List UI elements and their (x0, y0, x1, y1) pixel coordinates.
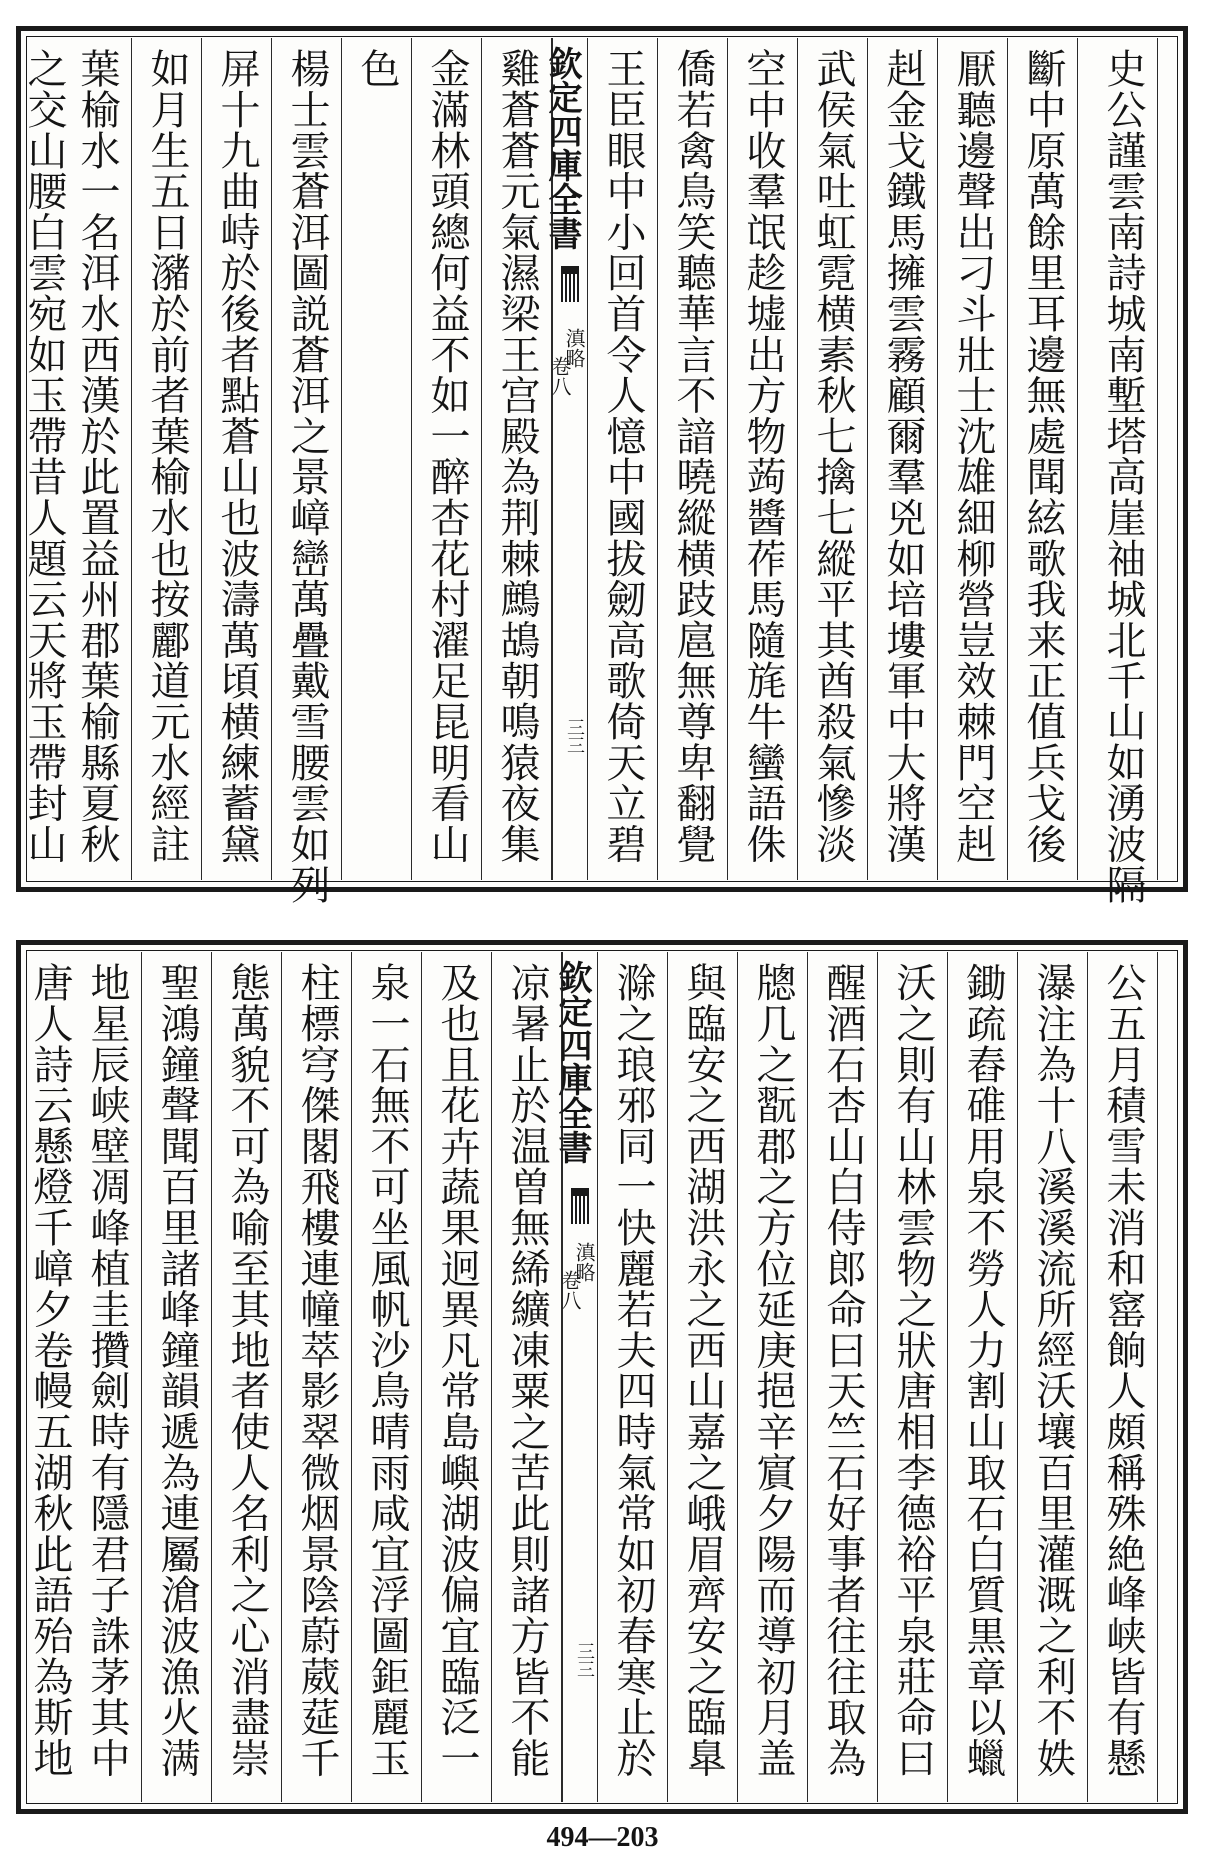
column-text: 史公謹雲南詩城南塹塔高崖䄂城北千山如湧波隔 (1100, 48, 1146, 905)
text-column (728, 38, 798, 880)
top-leaf (16, 26, 1188, 905)
text-column (938, 38, 1008, 880)
column-text: 色 (354, 48, 400, 89)
text-column (412, 38, 482, 880)
column-text: 雞蒼蒼元氣濕梁王宫殿為荆棘鷓鴣朝鳴猿夜集 (494, 48, 540, 864)
column-text: 厭聽邊聲出刁斗壯士沈雄細柳營豈效棘門空赳 (950, 48, 996, 864)
column-text: 斷中原萬餘里耳邊無處聞絃歌我来正值兵戈後 (1020, 48, 1066, 864)
text-column (868, 38, 938, 880)
text-column (492, 952, 562, 1802)
gutter-page-number: 三三 (574, 1642, 595, 1678)
page-number: 494—203 (546, 1822, 659, 1853)
text-column (282, 952, 352, 1802)
column-text: 唐人詩云懸燈千嶂夕卷幔五湖秋此語殆為斯地 (27, 962, 73, 1778)
text-column (212, 952, 282, 1802)
text-column (948, 952, 1018, 1802)
text-column (142, 952, 212, 1802)
column-text: 瀑注為十八溪溪流所經沃壤百里灌溉之利不妷 (1030, 962, 1076, 1778)
column-text: 泉一石無不可坐風帆沙鳥晴雨咸宜浮圖鉅麗玉 (364, 962, 410, 1778)
gutter-title: 欽定四庫全書 (542, 46, 582, 250)
text-column (878, 952, 948, 1802)
column-text: 僑若禽鳥笑聽華言不諳曉縱横跂扈無尊卑翻覺 (670, 48, 716, 864)
column-text: 空中收羣氓趁墟出方物蒟醬莋馬隨旄牛蠻語侏 (740, 48, 786, 864)
column-text: 屏十九曲峙於後者點蒼山也波濤萬頃横練蓄黛 (214, 48, 260, 864)
gutter-volume: 卷八 (548, 356, 572, 396)
text-column (28, 952, 72, 1802)
text-column (1078, 38, 1158, 905)
text-column (1008, 38, 1078, 880)
gutter-page-number: 三三 (564, 718, 585, 754)
column-text: 醒酒石杏山白侍郎命曰天竺石好事者往往取為 (820, 962, 866, 1778)
column-text: 凉暑止於温曽無絺纊凍粟之苦此則諸方皆不能 (504, 962, 550, 1778)
column-text: 之交山腰白雲宛如玉帶昔人題云天將玉帶封山 (21, 48, 67, 864)
text-column (422, 952, 492, 1802)
column-text: 牕几之翫郡之方位延庚挹辛賔夕陽而導初月盖 (750, 962, 796, 1778)
gutter-book-title: 滇略 (572, 1242, 596, 1282)
column-text: 態萬貌不可為喻至其地者使人名利之心消盡崇 (224, 962, 270, 1778)
text-column (21, 38, 67, 880)
column-text: 楊士雲蒼洱圖説蒼洱之景嶂巒萬疊戴雪腰雲如列 (284, 48, 330, 905)
column-text: 公五月積雪未消和窰餉人頗稱殊絶峰峡皆有懸 (1100, 962, 1146, 1778)
column-text: 滁之琅邪同一快麗若夫四時氣常如初春寒止於 (610, 962, 656, 1778)
column-text: 聖鴻鐘聲聞百里諸峰鐘韻遞為連屬滄波漁火满 (154, 962, 200, 1778)
column-text: 武侯氣吐虹霓横素秋七擒七縱平其酋殺氣慘淡 (810, 48, 856, 864)
text-column (598, 952, 668, 1802)
column-text: 及也且花卉蔬果迥異凡常島嶼湖波偏宜臨泛一 (434, 962, 480, 1778)
text-column (342, 38, 412, 880)
gutter (552, 952, 598, 1802)
column-text: 鋤疏舂碓用泉不勞人力割山取石白質黒章以蠟 (960, 962, 1006, 1778)
column-text: 地星辰峡壁凋峰植圭攢劍時有隱君子誅茅其中 (84, 962, 130, 1778)
gutter-title: 欽定四庫全書 (552, 960, 592, 1164)
gutter-book-title: 滇略 (562, 328, 586, 368)
column-text: 如月生五日瀦於前者葉榆水也按酈道元水經註 (144, 48, 190, 864)
column-text: 赳金戈鐵馬擁雲霧顧爾羣兇如培塿軍中大將漢 (880, 48, 926, 864)
text-column (1018, 952, 1088, 1802)
text-column (808, 952, 878, 1802)
text-column (272, 38, 342, 905)
column-text: 王臣眼中小回首令人憶中國拔劒高歌倚天立碧 (600, 48, 646, 864)
column-text: 與臨安之西湖洪永之西山嘉之峨眉齊安之臨臯 (680, 962, 726, 1778)
column-text: 柱標穹傑閣飛樓連幢萃影翠微烟景陰蔚葳莚千 (294, 962, 340, 1778)
fish-tail-mark (571, 1188, 589, 1224)
bottom-leaf (16, 940, 1188, 1814)
text-column (738, 952, 808, 1802)
gutter-volume: 卷八 (558, 1270, 582, 1310)
column-text: 葉榆水一名洱水西漢於此置益州郡葉榆縣夏秋 (74, 48, 120, 864)
column-text: 金滿林頭總何益不如一醉杏花村濯足昆明看山 (424, 48, 470, 864)
text-column (482, 38, 552, 880)
text-column (798, 38, 868, 880)
text-column (658, 38, 728, 880)
text-column (588, 38, 658, 880)
column-text: 沃之則有山林雲物之狀唐相李德裕平泉莊命曰 (890, 962, 936, 1778)
text-column (668, 952, 738, 1802)
text-column (352, 952, 422, 1802)
text-column (202, 38, 272, 880)
gutter (542, 38, 588, 880)
text-column (132, 38, 202, 880)
text-column (1088, 952, 1158, 1802)
fish-tail-mark (561, 266, 579, 302)
